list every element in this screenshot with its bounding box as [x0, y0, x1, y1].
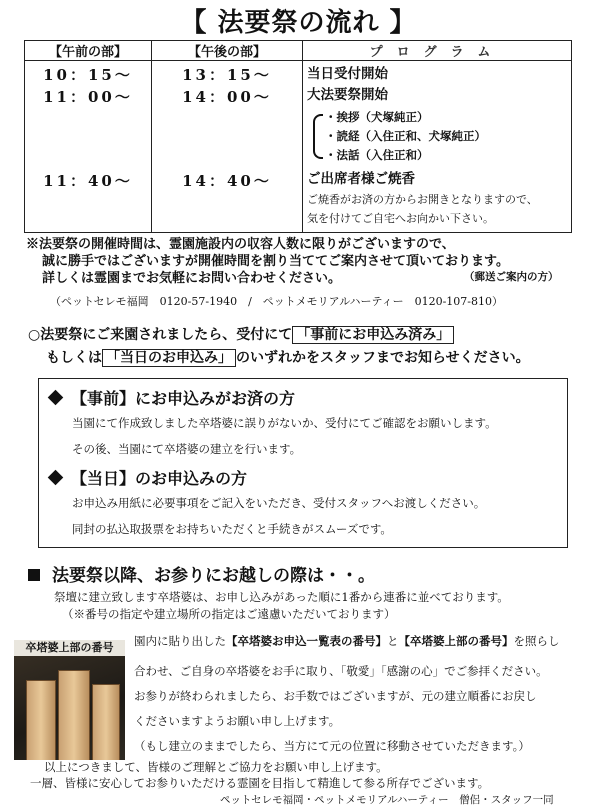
after-heading: [28, 561, 375, 586]
program-list: [303, 61, 572, 233]
after-para-line-1: [134, 633, 560, 650]
program-item-incense: ご出席者様ご焼香: [307, 171, 415, 187]
page-title: 【 法要祭の流れ 】: [180, 8, 417, 38]
sameday-heading-text: 【当日】のお申込みの方: [71, 469, 248, 488]
p1-e: を照らし: [513, 634, 560, 648]
square-bullet-icon: [28, 569, 40, 581]
pm-time-3: 14：40～: [182, 172, 272, 190]
after-line-1: 祭壇に建立致します卒塔婆は、お申し込みがあった順に1番から連番に並べております。: [54, 590, 509, 604]
notice-line-3: 詳しくは霊園までお気軽にお問い合わせください。: [42, 271, 342, 286]
advance-line-1: 当園にて作成致しました卒塔婆に誤りがないか、受付にてご確認をお願いします。: [72, 416, 497, 430]
pm-time-2: 14：00～: [182, 88, 272, 106]
p1-d: 【卒塔婆上部の番号】: [398, 634, 514, 648]
am-times: [25, 61, 152, 233]
mail-note: （郵送ご案内の方）: [464, 271, 559, 283]
reception-line-2-a: もしくは: [46, 350, 102, 366]
ceremony-sub-items: [325, 108, 567, 165]
program-item-ceremony: 大法要祭開始: [307, 87, 388, 103]
am-time-1: 10：15～: [43, 66, 133, 84]
advance-line-2: その後、当園にて卒塔婆の建立を行います。: [72, 442, 302, 456]
sub-item-sermon: ・法話（入住正和）: [325, 148, 429, 162]
schedule-body: [25, 61, 572, 233]
stupa-photo: [14, 640, 125, 760]
schedule-table: [24, 40, 572, 233]
diamond-icon: [48, 470, 64, 486]
reception-line-2: [46, 350, 530, 367]
sameday-heading: [44, 466, 247, 489]
sameday-label: 「当日のお申込み」: [102, 349, 236, 367]
sameday-line-1: お申込み用紙に必要事項をご記入をいただき、受付スタッフへお渡しください。: [72, 496, 486, 510]
pm-header: 【午後の部】: [152, 41, 303, 61]
reception-line-1: [28, 327, 454, 344]
signature: ペットセレモ福岡・ペットメモリアルハーティー 僧侶・スタッフ一同: [220, 794, 554, 806]
p1-a: 園内に貼り出した: [134, 634, 226, 648]
p1-c: と: [387, 634, 399, 648]
advance-label: 「事前にお申込み済み」: [292, 326, 454, 344]
incense-note-line-1: ご焼香がお済の方からお開きとなりますので、: [307, 193, 538, 206]
contact-line: （ペットセレモ福岡 0120-57-1940 / ペットメモリアルハーティー 0120-107-810）: [50, 295, 504, 308]
after-para-line-2: 合わせ、ご自身の卒塔婆をお手に取り、「敬愛」「感謝の心」でご参拝ください。: [134, 664, 548, 678]
after-para-line-5: （もし建立のままでしたら、当方にて元の位置に移動させていただきます。）: [134, 739, 530, 753]
reception-line-1-text: ○法要祭にご来園されましたら、受付にて: [28, 327, 293, 343]
after-para-line-4: くださいますようお願い申し上げます。: [134, 714, 341, 728]
sameday-line-2: 同封の払込取扱票をお持ちいただくと手続きがスムーズです。: [72, 522, 392, 536]
notice-line-1: ※法要祭の開催時間は、霊園施設内の収容人数に限りがございますので、: [26, 237, 455, 252]
after-line-2: （※番号の指定や建立場所の指定はご遠慮いただいております）: [62, 607, 396, 621]
incense-note-line-2: 気を付けてご自宅へお向かい下さい。: [307, 212, 494, 225]
sub-item-greeting: ・挨拶（犬塚純正）: [325, 110, 429, 124]
am-header: 【午前の部】: [25, 41, 152, 61]
notice-line-2: 誠に勝手ではございますが開催時間を割り当ててご案内させて頂いております。: [42, 254, 509, 269]
pm-times: [152, 61, 303, 233]
closing-line-2: 一層、皆様に安心してお参りいただける霊園を目指して精進して参る所存でございます。: [30, 776, 490, 790]
after-heading-text: 法要祭以降、お参りにお越しの際は・・。: [52, 566, 375, 586]
photo-label: 卒塔婆上部の番号: [14, 640, 125, 656]
schedule-header-row: [25, 41, 572, 61]
am-time-3: 11：40～: [43, 172, 133, 190]
program-header: プログラム: [303, 41, 572, 61]
pm-time-1: 13：15～: [182, 66, 272, 84]
closing-line-1: 以上につきまして、皆様のご理解とご協力をお願い申し上げます。: [44, 760, 388, 774]
sub-item-sutra: ・読経（入住正和、犬塚純正）: [325, 129, 486, 143]
advance-heading-text: 【事前】にお申込みがお済の方: [71, 389, 296, 408]
after-para-line-3: お参りが終わられましたら、お手数ではございますが、元の建立順番にお戻し: [134, 689, 537, 703]
am-time-2: 11：00～: [43, 88, 133, 106]
diamond-icon: [48, 390, 64, 406]
advance-heading: [44, 386, 295, 409]
reception-line-2-c: のいずれかをスタッフまでお知らせください。: [236, 350, 530, 366]
incense-note: [307, 190, 567, 232]
program-item-reception: 当日受付開始: [307, 66, 388, 82]
p1-b: 【卒塔婆お申込一覧表の番号】: [226, 634, 387, 648]
